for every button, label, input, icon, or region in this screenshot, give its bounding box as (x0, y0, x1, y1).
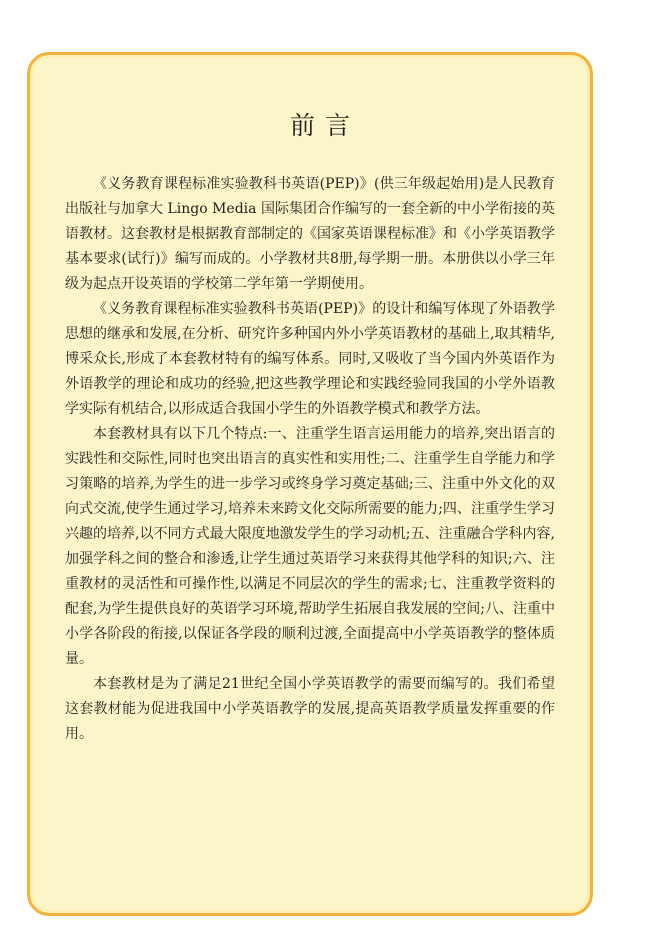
paragraph: 《义务教育课程标准实验教科书英语(PEP)》(供三年级起始用)是人民教育出版社与加拿大 Lingo Media 国际集团合作编写的一套全新的中小学衔接的英语教材。这套教材是根据教育部制定的《国家英语课程标准》和《小学英语教学基本要求(试行)》编写而成的。小学教材共8册,每学期一册。本册供以小学三年级为起点开设英语的学校第二学年第一学期使用。 (65, 176, 555, 292)
paragraph: 本套教材具有以下几个特点:一、注重学生语言运用能力的培养,突出语言的实践性和交际性,同时也突出语言的真实性和实用性;二、注重学生自学能力和学习策略的培养,为学生的进一步学习或终身学习奠定基础;三、注重中外文化的双向式交流,使学生通过学习,培养未来跨文化交际所需要的能力;四、注重学生学习兴趣的培养,以不同方式最大限度地激发学生的学习动机;五、注重融合学科内容,加强学科之间的整合和渗透,让学生通过英语学习来获得其他学科的知识;六、注重教材的灵活性和可操作性,以满足不同层次的学生的需求;七、注重教学资料的配套,为学生提供良好的英语学习环境,帮助学生拓展自我发展的空间;八、注重中小学各阶段的衔接,以保证各学段的顺利过渡,全面提高中小学英语教学的整体质量。 (65, 426, 555, 667)
paragraph: 本套教材是为了满足21世纪全国小学英语教学的需要而编写的。我们希望这套教材能为促进我国中小学英语教学的发展,提高英语教学质量发挥重要的作用。 (65, 676, 555, 742)
page-title: 前言 (289, 111, 360, 140)
preface-body (65, 172, 555, 747)
paragraph: 《义务教育课程标准实验教科书英语(PEP)》的设计和编写体现了外语教学思想的继承和发展,在分析、研究许多种国内外小学英语教材的基础上,取其精华,博采众长,形成了本套教材特有的编写体系。同时,又吸收了当今国内外英语作为外语教学的理论和成功的经验,把这些教学理论和实践经验同我国的小学外语教学实际有机结合,以形成适合我国小学生的外语教学模式和教学方法。 (65, 301, 555, 417)
